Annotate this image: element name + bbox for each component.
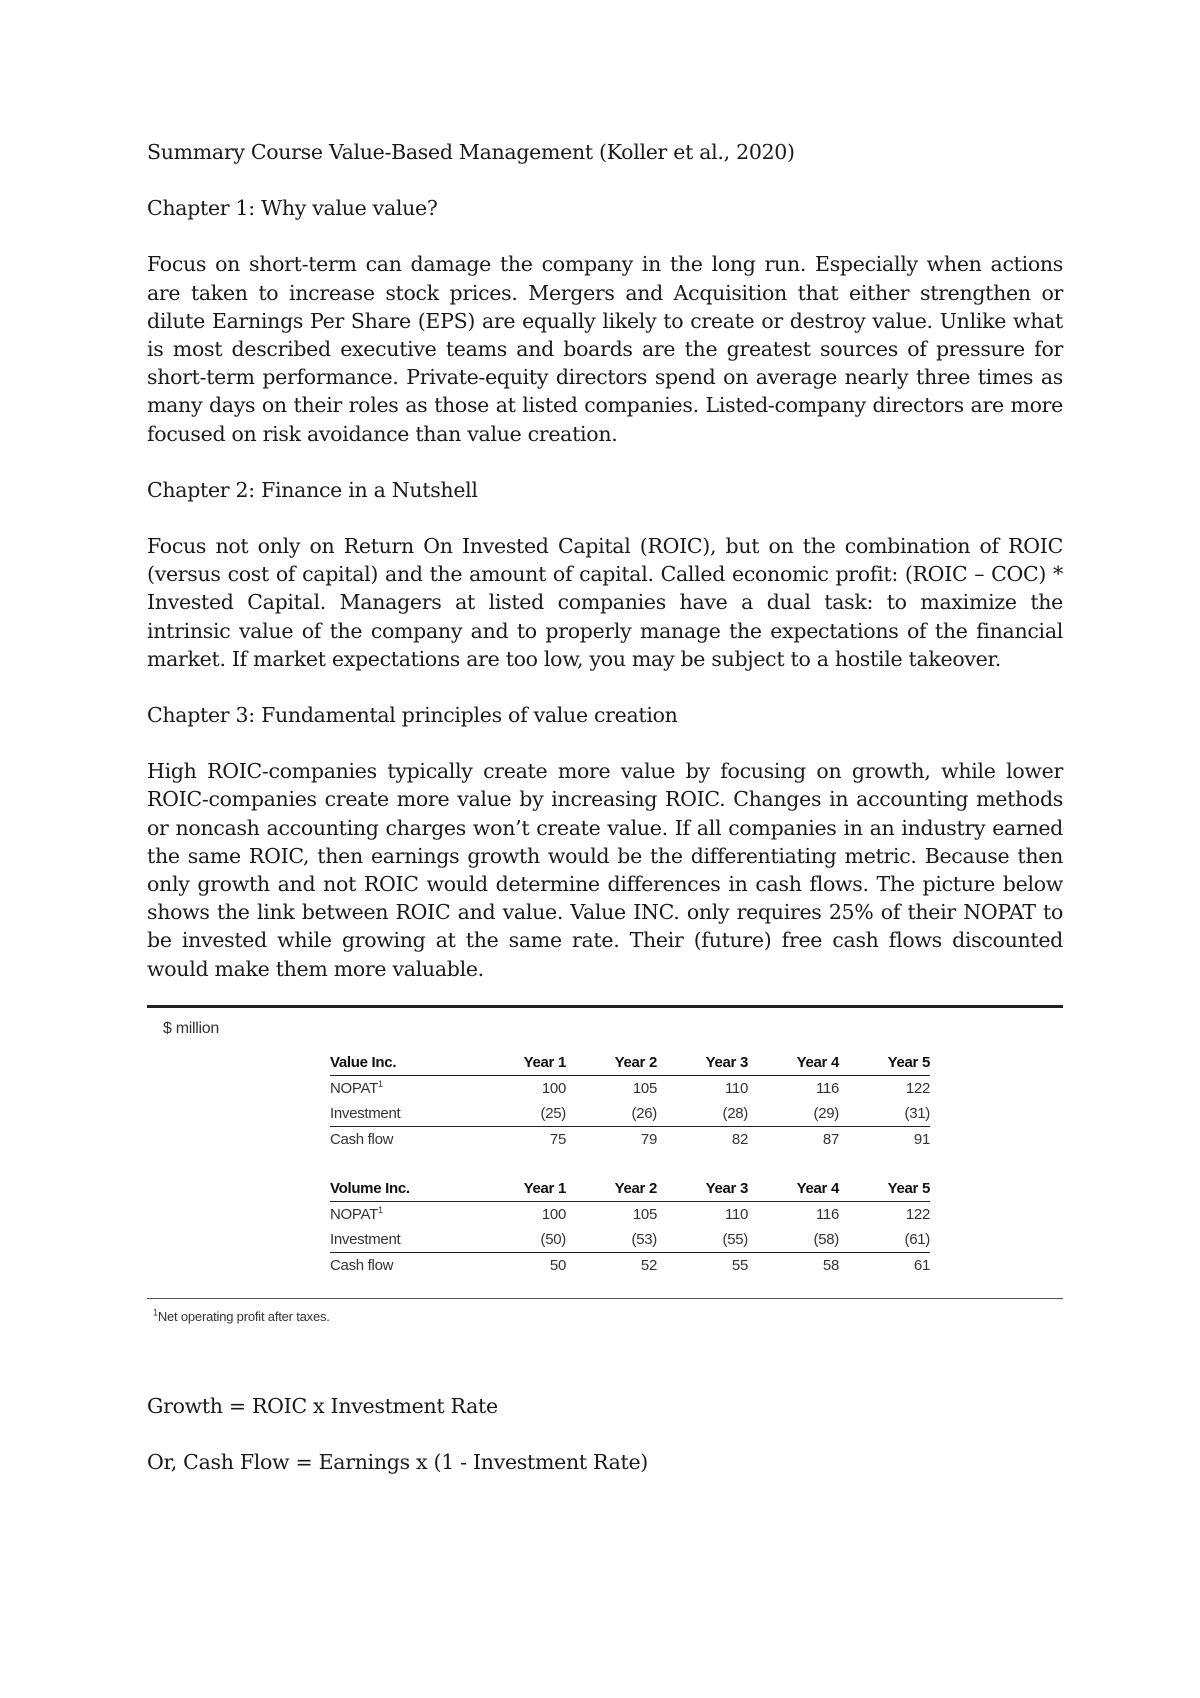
table-cell: (61) (904, 1230, 930, 1248)
value-inc-table (330, 1048, 930, 1152)
row-label-text: NOPAT (330, 1205, 378, 1223)
table-cell: (50) (540, 1230, 566, 1248)
row-label: Investment (330, 1104, 401, 1122)
year-header: Year 4 (748, 1174, 839, 1202)
year-header: Year 1 (475, 1048, 566, 1076)
growth-formula: Growth = ROIC x Investment Rate (147, 1393, 498, 1418)
company-name: Volume Inc. (330, 1174, 475, 1202)
table-cell: 110 (724, 1079, 748, 1097)
row-label: Cash flow (330, 1252, 475, 1278)
chapter-2-body: Focus not only on Return On Invested Capital (ROIC), but on the combination of ROIC (versus cost of capital) and the amount of capital. Called economic profit: (ROIC – COC) * Invested Capital. Managers at listed companies have a dual task: to maximize the intrinsic value of the company and to properly manage the expectations of the financial market. If market expectations are too low, you may be subject to a hostile takeover. (147, 534, 1063, 671)
table-cell: (29) (813, 1104, 839, 1122)
table-cell: 122 (905, 1079, 930, 1097)
footnote-ref: 1 (377, 1204, 383, 1215)
table-header-row (330, 1048, 930, 1076)
table-row (330, 1201, 930, 1227)
table-cell: (53) (631, 1230, 657, 1248)
table-cell: (31) (904, 1104, 930, 1122)
value-vs-volume-exhibit (147, 1005, 1067, 1324)
exhibit-footnote (153, 1309, 1067, 1324)
year-header: Year 4 (748, 1048, 839, 1076)
table-cell: 100 (541, 1205, 566, 1223)
table-row (330, 1075, 930, 1101)
footnote-marker: 1 (153, 1307, 158, 1318)
table-cell: 110 (724, 1205, 748, 1223)
footnote-text: Net operating profit after taxes. (157, 1308, 330, 1324)
row-label: Investment (330, 1230, 401, 1248)
table-cell: (58) (813, 1230, 839, 1248)
year-header: Year 5 (839, 1174, 930, 1202)
year-header: Year 2 (566, 1174, 657, 1202)
exhibit-unit-label: $ million (163, 1019, 219, 1037)
company-name: Value Inc. (330, 1048, 475, 1076)
footnote-ref: 1 (377, 1078, 383, 1089)
year-header: Year 5 (839, 1048, 930, 1076)
table-row (330, 1252, 930, 1278)
year-header: Year 3 (657, 1048, 748, 1076)
row-label (330, 1201, 475, 1227)
table-cell: 116 (815, 1079, 839, 1097)
table-row (330, 1101, 930, 1127)
table-cell: 87 (748, 1126, 839, 1152)
exhibit-top-rule (147, 1005, 1063, 1008)
document-title: Summary Course Value-Based Management (Koller et al., 2020) (147, 140, 795, 164)
table-row (330, 1227, 930, 1253)
table-header-row (330, 1174, 930, 1202)
table-cell: 52 (566, 1252, 657, 1278)
table-cell: 50 (475, 1252, 566, 1278)
table-cell: 75 (475, 1126, 566, 1152)
table-row (330, 1126, 930, 1152)
exhibit-bottom-rule (147, 1298, 1063, 1299)
year-header: Year 1 (475, 1174, 566, 1202)
table-cell: 61 (839, 1252, 930, 1278)
table-spacer (147, 1152, 1067, 1174)
volume-inc-table (330, 1174, 930, 1278)
table-cell: 55 (657, 1252, 748, 1278)
year-header: Year 3 (657, 1174, 748, 1202)
table-cell: 116 (815, 1205, 839, 1223)
table-cell: (28) (722, 1104, 748, 1122)
table-cell: 82 (657, 1126, 748, 1152)
chapter-1-body: Focus on short-term can damage the company in the long run. Especially when actions are taken to increase stock prices. Mergers and Acquisition that either strengthen or dilute Earnings Per Share (EPS) are equally likely to create or destroy value. Unlike what is most described executive teams and boards are the greatest sources of pressure for short-term performance. Private-equity directors spend on average nearly three times as many days on their roles as those at listed companies. Listed-company directors are more focused on risk avoidance than value creation. (147, 252, 1063, 446)
chapter-1-heading: Chapter 1: Why value value? (147, 196, 438, 221)
table-cell: 91 (839, 1126, 930, 1152)
table-cell: 100 (541, 1079, 566, 1097)
table-cell: (25) (540, 1104, 566, 1122)
chapter-3-heading: Chapter 3: Fundamental principles of value creation (147, 703, 678, 728)
table-cell: (26) (631, 1104, 657, 1122)
table-cell: 122 (905, 1205, 930, 1223)
document-content (147, 138, 1063, 1504)
year-header: Year 2 (566, 1048, 657, 1076)
table-cell: 79 (566, 1126, 657, 1152)
chapter-3-body: High ROIC-companies typically create more value by focusing on growth, while lower ROIC-companies create more value by increasing ROIC. Changes in accounting methods or noncash accounting charges won’t create value. If all companies in an industry earned the same ROIC, then earnings growth would be the differentiating metric. Because then only growth and not ROIC would determine differences in cash flows. The picture below shows the link between ROIC and value. Value INC. only requires 25% of their NOPAT to be invested while growing at the same rate. Their (future) free cash flows discounted would make them more valuable. (147, 759, 1063, 981)
table-cell: (55) (722, 1230, 748, 1248)
chapter-2-heading: Chapter 2: Finance in a Nutshell (147, 477, 478, 502)
row-label: Cash flow (330, 1126, 475, 1152)
row-label (330, 1075, 475, 1101)
cash-flow-formula: Or, Cash Flow = Earnings x (1 - Investment Rate) (147, 1450, 648, 1475)
table-cell: 105 (632, 1205, 657, 1223)
table-cell: 58 (748, 1252, 839, 1278)
table-cell: 105 (632, 1079, 657, 1097)
row-label-text: NOPAT (330, 1079, 378, 1097)
